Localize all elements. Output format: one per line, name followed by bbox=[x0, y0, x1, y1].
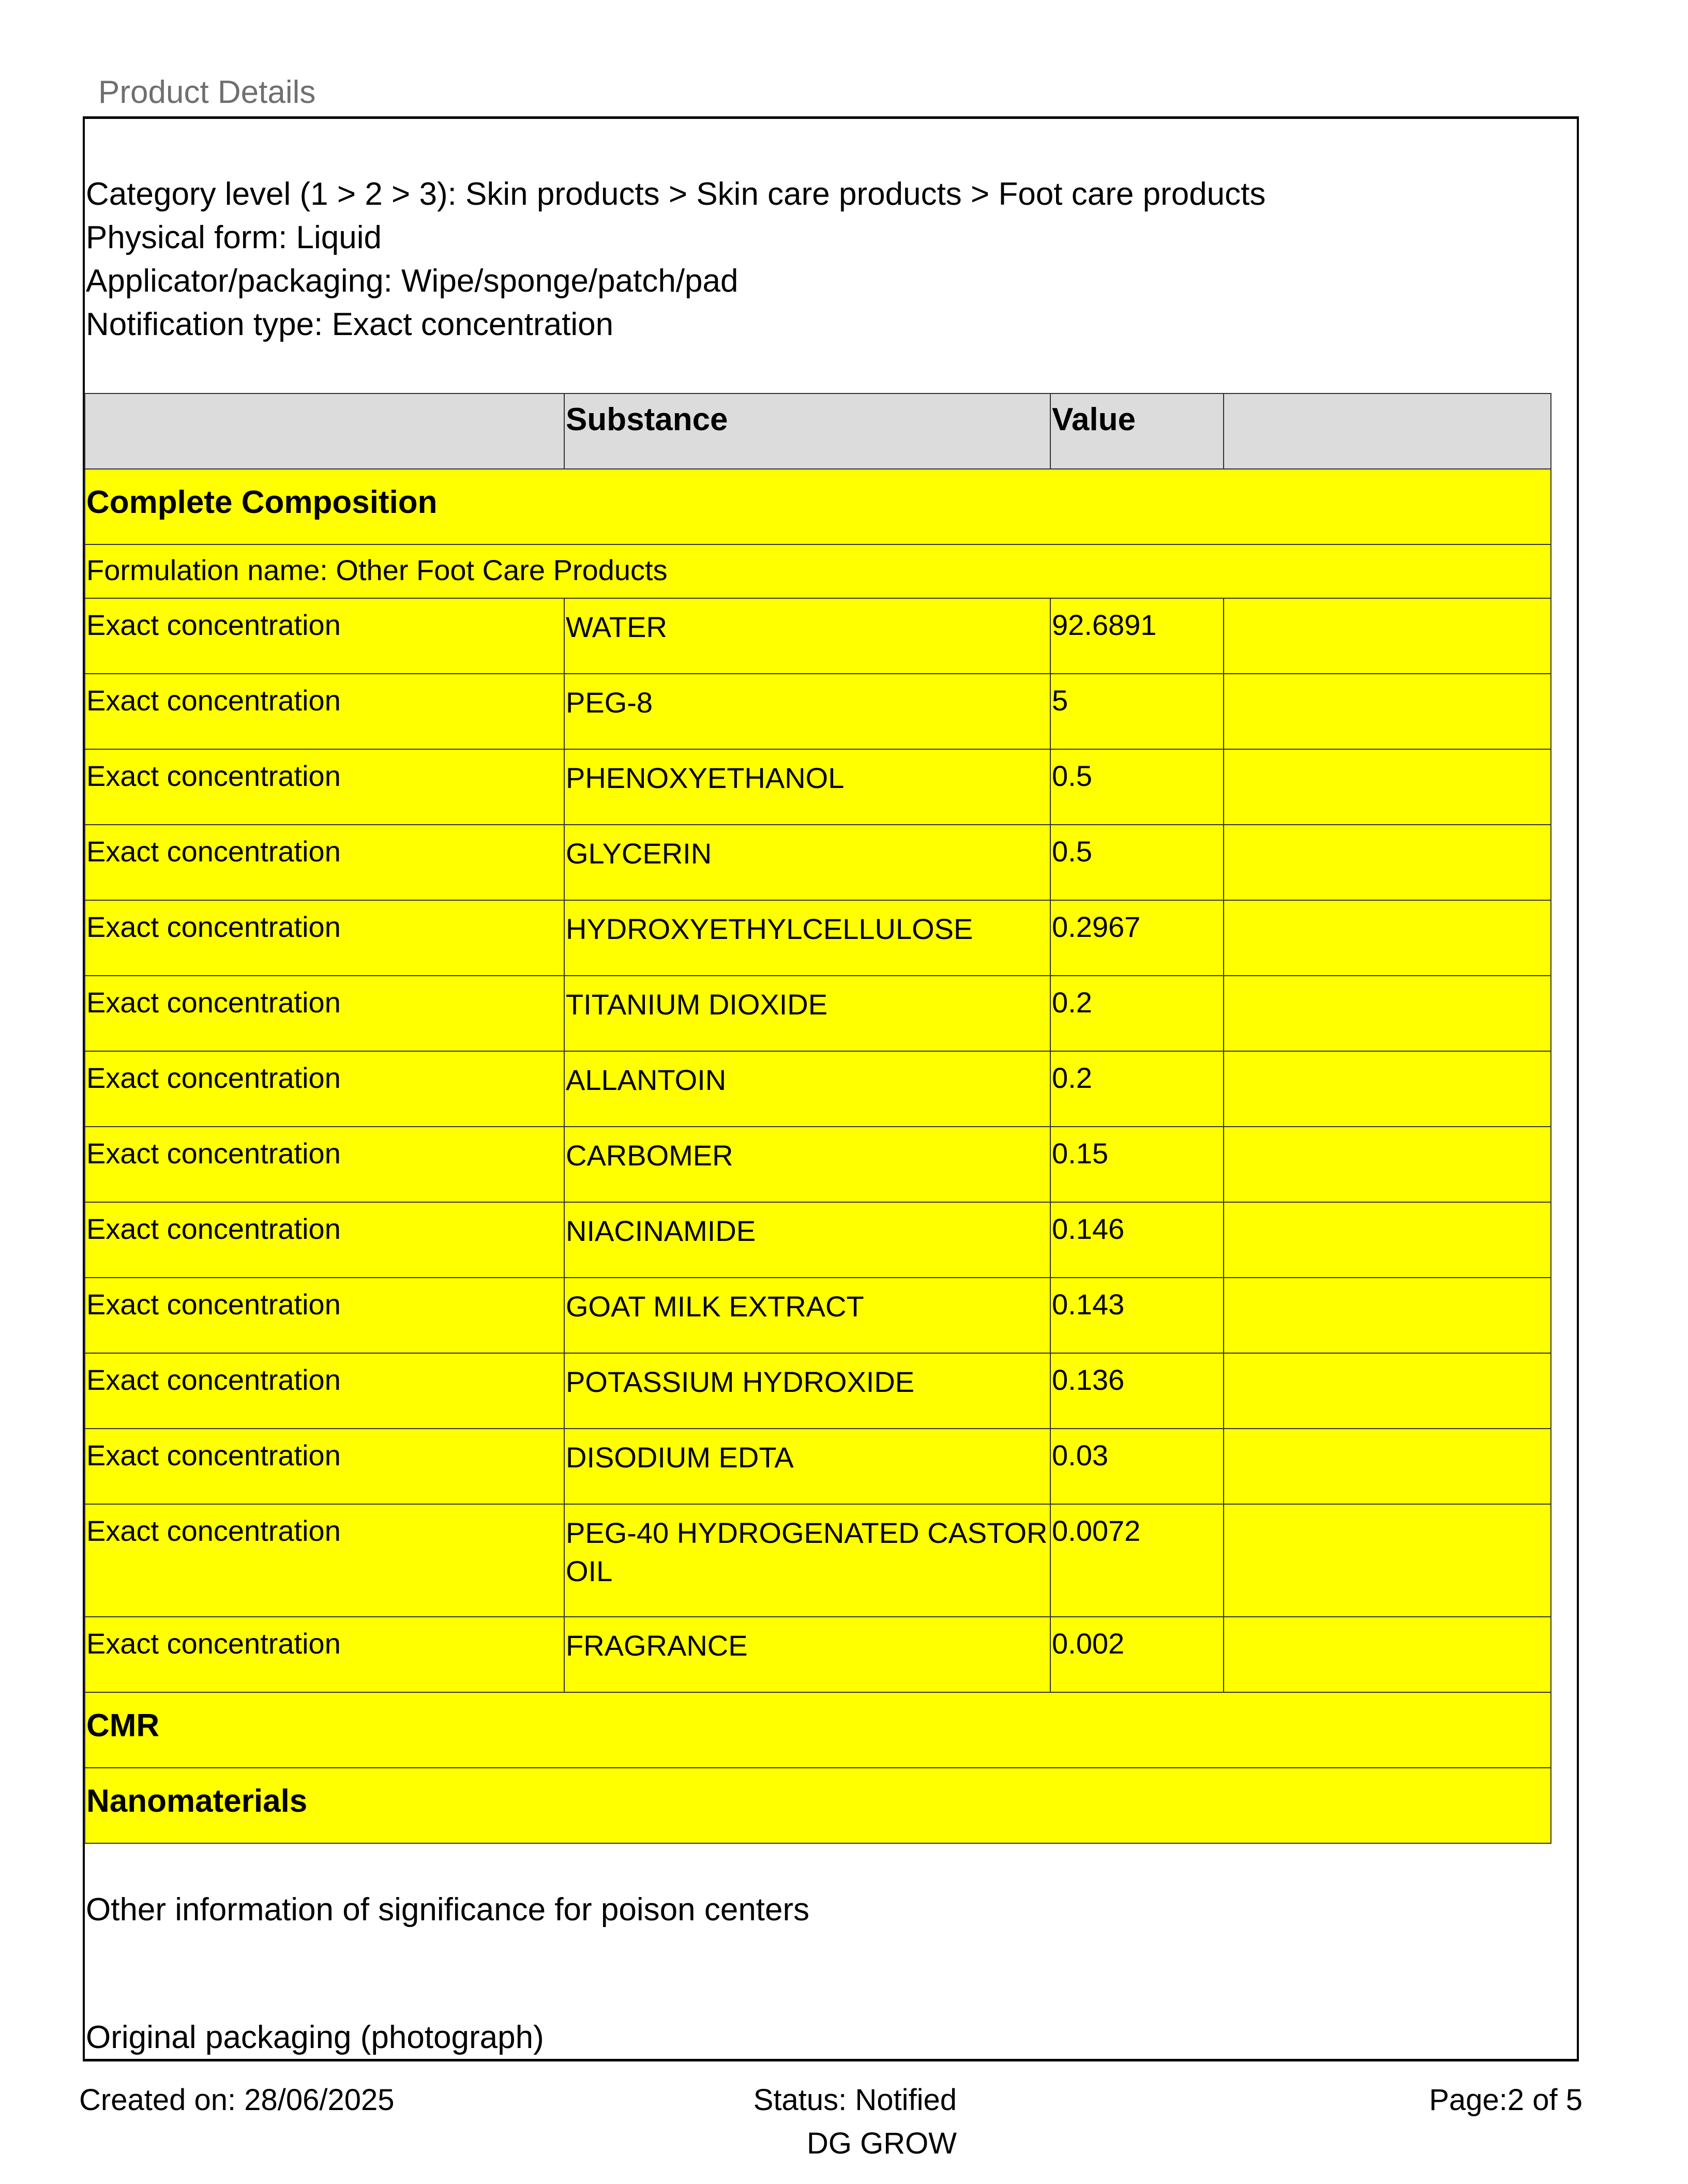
column-header-type bbox=[85, 393, 564, 469]
substance-name: WATER bbox=[564, 598, 1050, 674]
group-label: Complete Composition bbox=[85, 469, 1551, 544]
concentration-type: Exact concentration bbox=[85, 1429, 564, 1504]
substance-name: GOAT MILK EXTRACT bbox=[564, 1278, 1050, 1353]
substance-value: 0.143 bbox=[1050, 1278, 1224, 1353]
footer-status: Status: Notified bbox=[753, 2083, 957, 2117]
substance-value: 0.002 bbox=[1050, 1617, 1224, 1692]
concentration-type: Exact concentration bbox=[85, 1278, 564, 1353]
footer-page-number: Page:2 of 5 bbox=[1429, 2083, 1583, 2117]
footer-organization: DG GROW bbox=[807, 2127, 957, 2160]
empty-cell bbox=[1224, 598, 1551, 674]
substance-name: FRAGRANCE bbox=[564, 1617, 1050, 1692]
group-label: Nanomaterials bbox=[85, 1768, 1551, 1843]
table-row bbox=[85, 598, 1551, 674]
substance-value: 0.0072 bbox=[1050, 1504, 1224, 1617]
physical-form: Physical form: Liquid bbox=[86, 220, 382, 255]
formulation-name: Formulation name: Other Foot Care Products bbox=[85, 544, 1551, 598]
concentration-type: Exact concentration bbox=[85, 1127, 564, 1202]
footer-created-on: Created on: 28/06/2025 bbox=[79, 2083, 395, 2117]
substance-name: HYDROXYETHYLCELLULOSE bbox=[564, 900, 1050, 976]
concentration-type: Exact concentration bbox=[85, 674, 564, 749]
formulation-row bbox=[85, 544, 1551, 598]
empty-cell bbox=[1224, 1127, 1551, 1202]
substance-name: TITANIUM DIOXIDE bbox=[564, 976, 1050, 1051]
substance-value: 0.03 bbox=[1050, 1429, 1224, 1504]
substance-name: ALLANTOIN bbox=[564, 1051, 1050, 1127]
empty-cell bbox=[1224, 749, 1551, 825]
table-row bbox=[85, 825, 1551, 900]
substance-name: POTASSIUM HYDROXIDE bbox=[564, 1353, 1050, 1429]
empty-cell bbox=[1224, 1051, 1551, 1127]
table-row bbox=[85, 1127, 1551, 1202]
empty-cell bbox=[1224, 900, 1551, 976]
empty-cell bbox=[1224, 825, 1551, 900]
substance-value: 0.2 bbox=[1050, 1051, 1224, 1127]
column-header-extra bbox=[1224, 393, 1551, 469]
table-header-row bbox=[85, 393, 1551, 469]
concentration-type: Exact concentration bbox=[85, 900, 564, 976]
table-row bbox=[85, 749, 1551, 825]
applicator-packaging: Applicator/packaging: Wipe/sponge/patch/pad bbox=[86, 263, 739, 299]
empty-cell bbox=[1224, 1504, 1551, 1617]
composition-table bbox=[84, 393, 1551, 1844]
substance-name: NIACINAMIDE bbox=[564, 1202, 1050, 1278]
empty-cell bbox=[1224, 976, 1551, 1051]
product-info bbox=[86, 173, 1265, 346]
empty-cell bbox=[1224, 1202, 1551, 1278]
substance-value: 0.2967 bbox=[1050, 900, 1224, 976]
concentration-type: Exact concentration bbox=[85, 1617, 564, 1692]
other-information-heading: Other information of significance for poison centers bbox=[86, 1892, 810, 1928]
substance-value: 0.5 bbox=[1050, 749, 1224, 825]
table-row bbox=[85, 1278, 1551, 1353]
concentration-type: Exact concentration bbox=[85, 749, 564, 825]
empty-cell bbox=[1224, 1429, 1551, 1504]
column-header-substance: Substance bbox=[564, 393, 1050, 469]
group-row-cmr bbox=[85, 1692, 1551, 1768]
substance-value: 0.15 bbox=[1050, 1127, 1224, 1202]
section-title: Product Details bbox=[98, 74, 316, 110]
group-row-complete-composition bbox=[85, 469, 1551, 544]
substance-name: PEG-8 bbox=[564, 674, 1050, 749]
substance-value: 5 bbox=[1050, 674, 1224, 749]
column-header-value: Value bbox=[1050, 393, 1224, 469]
substance-value: 0.136 bbox=[1050, 1353, 1224, 1429]
table-row bbox=[85, 674, 1551, 749]
substance-name: PHENOXYETHANOL bbox=[564, 749, 1050, 825]
table-row bbox=[85, 1429, 1551, 1504]
substance-value: 0.2 bbox=[1050, 976, 1224, 1051]
table-row bbox=[85, 976, 1551, 1051]
group-row-nanomaterials bbox=[85, 1768, 1551, 1843]
table-row bbox=[85, 1202, 1551, 1278]
empty-cell bbox=[1224, 1278, 1551, 1353]
empty-cell bbox=[1224, 1617, 1551, 1692]
empty-cell bbox=[1224, 1353, 1551, 1429]
substance-value: 0.5 bbox=[1050, 825, 1224, 900]
empty-cell bbox=[1224, 674, 1551, 749]
concentration-type: Exact concentration bbox=[85, 976, 564, 1051]
original-packaging-heading: Original packaging (photograph) bbox=[86, 2020, 544, 2055]
table-row bbox=[85, 1051, 1551, 1127]
concentration-type: Exact concentration bbox=[85, 1202, 564, 1278]
substance-name: GLYCERIN bbox=[564, 825, 1050, 900]
substance-name: PEG-40 HYDROGENATED CASTOR OIL bbox=[564, 1504, 1050, 1617]
substance-value: 0.146 bbox=[1050, 1202, 1224, 1278]
concentration-type: Exact concentration bbox=[85, 1504, 564, 1617]
category-level: Category level (1 > 2 > 3): Skin products > Skin care products > Foot care products bbox=[86, 176, 1266, 212]
group-label: CMR bbox=[85, 1692, 1551, 1768]
table-row bbox=[85, 1353, 1551, 1429]
concentration-type: Exact concentration bbox=[85, 1353, 564, 1429]
table-row bbox=[85, 900, 1551, 976]
concentration-type: Exact concentration bbox=[85, 1051, 564, 1127]
substance-name: CARBOMER bbox=[564, 1127, 1050, 1202]
substance-value: 92.6891 bbox=[1050, 598, 1224, 674]
concentration-type: Exact concentration bbox=[85, 825, 564, 900]
table-row bbox=[85, 1617, 1551, 1692]
concentration-type: Exact concentration bbox=[85, 598, 564, 674]
substance-name: DISODIUM EDTA bbox=[564, 1429, 1050, 1504]
table-row bbox=[85, 1504, 1551, 1617]
notification-type: Notification type: Exact concentration bbox=[86, 307, 614, 342]
